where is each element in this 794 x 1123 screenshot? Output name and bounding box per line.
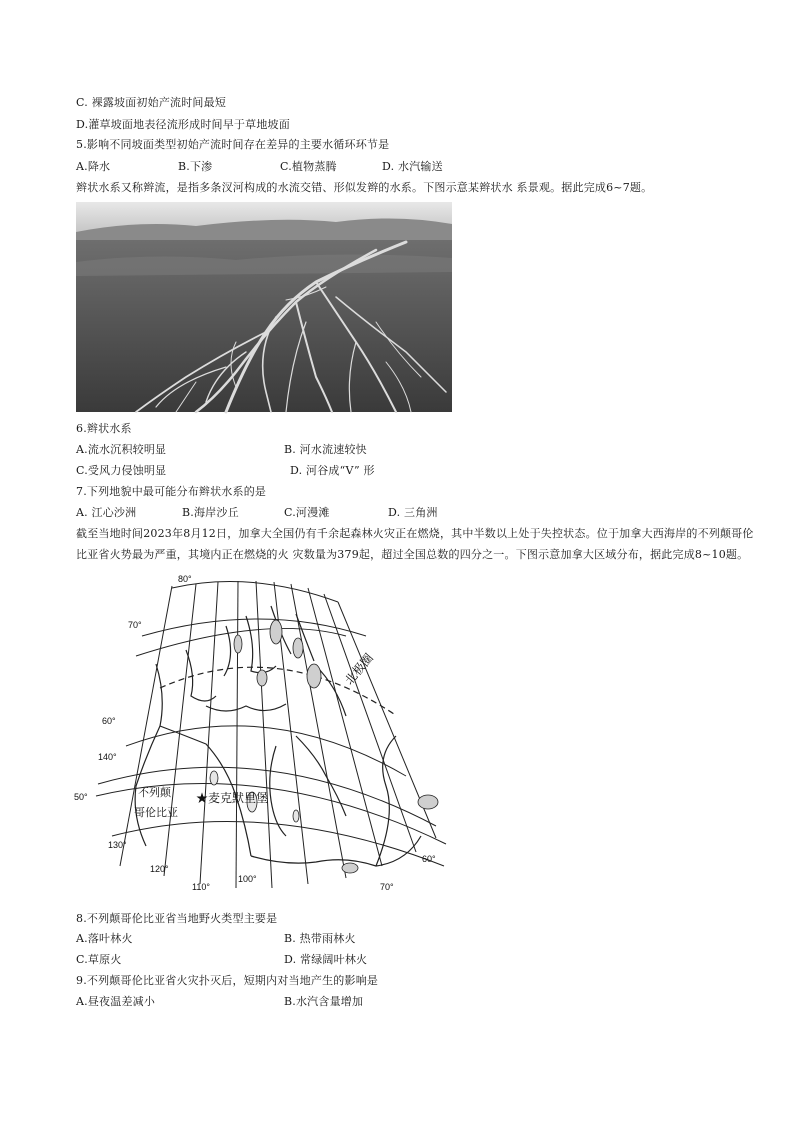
q6-option-c: C.受风力侵蚀明显 bbox=[76, 464, 167, 477]
question-7: 7.下列地貌中最可能分布辫状水系的是 bbox=[76, 485, 267, 498]
parallel-lines bbox=[98, 582, 444, 866]
braided-river-photo bbox=[76, 202, 452, 412]
q8-option-d: D. 常绿阔叶林火 bbox=[284, 953, 368, 966]
question-9: 9.不列颠哥伦比亚省火灾扑灭后，短期内对当地产生的影响是 bbox=[76, 974, 379, 987]
tick-lon130: 130° bbox=[108, 840, 127, 850]
tick-lon100: 100° bbox=[238, 874, 257, 884]
bc-label-line2: 哥伦比亚 bbox=[134, 807, 178, 819]
q6-option-a: A.流水沉积较明显 bbox=[76, 443, 167, 456]
q8-option-b: B. 热带雨林火 bbox=[284, 932, 356, 945]
tick-lon110: 110° bbox=[192, 882, 210, 892]
tick-lon140: 140° bbox=[98, 752, 117, 762]
tick-lat80: 80° bbox=[178, 574, 192, 584]
q9-option-a: A.昼夜温差减小 bbox=[76, 995, 156, 1008]
q6-option-d: D. 河谷成“V” 形 bbox=[290, 464, 375, 477]
arctic-circle-label: 北极圈 bbox=[342, 650, 376, 688]
tick-lat70: 70° bbox=[128, 620, 142, 630]
option-d-prev: D.灌草坡面地表径流形成时间早于草地坡面 bbox=[76, 118, 290, 131]
canada-map bbox=[76, 566, 456, 900]
tick-lon60: 60° bbox=[422, 854, 436, 864]
tick-lon70: 70° bbox=[380, 882, 394, 892]
bc-label-line1: 不列颠 bbox=[138, 787, 171, 799]
q5-option-a: A.降水 bbox=[76, 160, 111, 173]
option-c-prev: C. 裸露坡面初始产流时间最短 bbox=[76, 96, 227, 109]
q7-option-c: C.河漫滩 bbox=[284, 506, 330, 519]
fort-mcmurray-label: ★麦克默里堡 bbox=[196, 791, 269, 805]
q7-option-d: D. 三角洲 bbox=[388, 506, 438, 519]
canada-intro-line2: 比亚省火势最为严重，其境内正在燃烧的火 灾数量为379起，超过全国总数的四分之一。下图示意加拿大区域分布，据此完成8~10题。 bbox=[76, 548, 749, 561]
q9-option-b: B.水汽含量增加 bbox=[284, 995, 364, 1008]
question-8: 8.不列颠哥伦比亚省当地野火类型主要是 bbox=[76, 912, 278, 925]
q5-option-c: C.植物蒸腾 bbox=[280, 160, 337, 173]
braided-intro: 辫状水系又称辫流，是指多条汊河构成的水流交错、形似发辫的水系。下图示意某辫状水 系景观。据此完成6~7题。 bbox=[76, 181, 653, 194]
question-5: 5.影响不同坡面类型初始产流时间存在差异的主要水循环环节是 bbox=[76, 138, 390, 151]
question-6: 6.辫状水系 bbox=[76, 422, 132, 435]
q8-option-a: A.落叶林火 bbox=[76, 932, 133, 945]
q7-option-a: A. 江心沙洲 bbox=[76, 506, 137, 519]
q7-option-b: B.海岸沙丘 bbox=[182, 506, 239, 519]
q5-option-d: D. 水汽输送 bbox=[382, 160, 443, 173]
q5-option-b: B.下渗 bbox=[178, 160, 213, 173]
coastline bbox=[135, 606, 421, 866]
tick-lat50: 50° bbox=[74, 792, 88, 802]
tick-lat60: 60° bbox=[102, 716, 116, 726]
q8-option-c: C.草原火 bbox=[76, 953, 122, 966]
canada-intro-line1: 截至当地时间2023年8月12日，加拿大全国仍有千余起森林火灾正在燃烧，其中半数以上处于失控状态。位于加拿大西海岸的不列颠哥伦 bbox=[76, 527, 754, 540]
tick-lon120: 120° bbox=[150, 864, 169, 874]
q6-option-b: B. 河水流速较快 bbox=[284, 443, 367, 456]
